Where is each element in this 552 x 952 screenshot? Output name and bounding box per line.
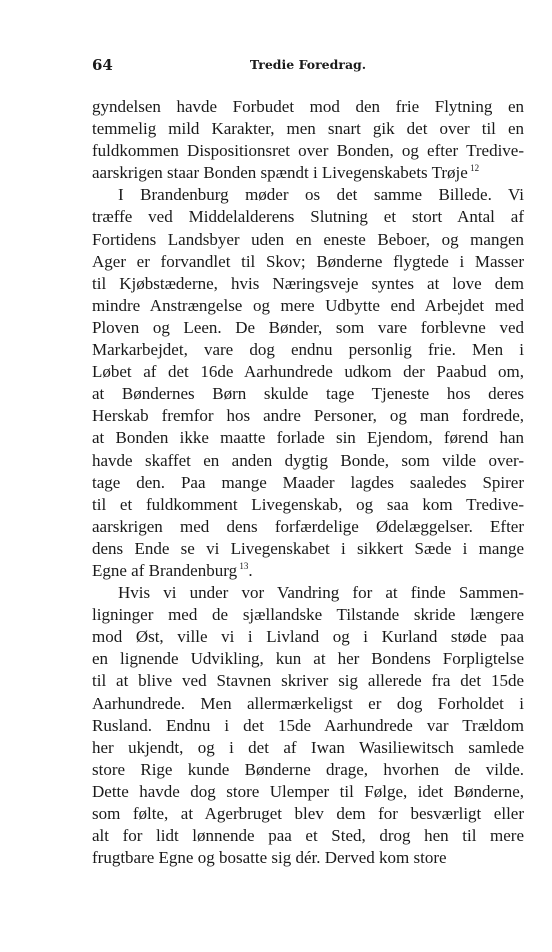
text-line-content: til et fuldkomment Livegenskab, og saa kom Tredive- bbox=[92, 494, 524, 514]
text-line-content: aarskrigen staar Bonden spændt i Livegenskabets Trøje bbox=[92, 163, 468, 183]
text-line-content: temmelig mild Karakter, men snart gik det over til en bbox=[92, 119, 524, 139]
text-line bbox=[92, 140, 524, 162]
footnote-marker: 13 bbox=[237, 560, 249, 571]
text-line bbox=[92, 273, 524, 295]
text-line bbox=[92, 560, 524, 582]
text-line-content: ligninger med de sjællandske Tilstande skride længere bbox=[92, 605, 524, 625]
text-line bbox=[92, 229, 524, 251]
text-line bbox=[92, 670, 524, 692]
text-line-content: træffe ved Middelalderens Slutning et stort Antal af bbox=[92, 207, 524, 227]
text-line-content: Ager er forvandlet til Skov; Bønderne flygtede i Masser bbox=[92, 251, 524, 271]
running-title: Tredie Foredrag. bbox=[249, 57, 367, 72]
text-line-content: Herskab fremfor hos andre Personer, og man fordrede, bbox=[92, 406, 524, 426]
text-line-content: tage den. Paa mange Maader lagdes saaledes Spirer bbox=[92, 472, 524, 492]
text-line-content: Hvis vi under vor Vandring for at finde Sammen- bbox=[118, 583, 524, 603]
text-line bbox=[92, 450, 524, 472]
text-line bbox=[92, 405, 524, 427]
text-line bbox=[92, 604, 524, 626]
body-text bbox=[92, 96, 524, 869]
text-line bbox=[92, 317, 524, 339]
text-line-content: som følte, at Agerbruget blev dem for besværligt eller bbox=[92, 804, 524, 823]
footnote-marker: 12 bbox=[467, 163, 480, 174]
text-line-content: Egne af Brandenburg bbox=[92, 560, 238, 580]
text-line-content: Aarhundrede. Men allermærkeligst er dog Forholdet i bbox=[92, 693, 524, 713]
text-line bbox=[92, 494, 524, 516]
text-line bbox=[92, 516, 524, 538]
text-line-content: mindre Anstrængelse og mere Udbytte end Arbejdet med bbox=[92, 295, 524, 315]
text-line bbox=[92, 118, 524, 140]
text-line-content: frugtbare Egne og bosatte sig dér. Derved kom store bbox=[92, 848, 447, 868]
running-head bbox=[92, 56, 524, 80]
text-line bbox=[92, 759, 524, 781]
text-line-content: en lignende Udvikling, kun at her Bondens Forpligtelse bbox=[92, 649, 524, 669]
text-line bbox=[92, 538, 524, 560]
text-line-content: Løbet af det 16de Aarhundrede udkom der Paabud om, bbox=[92, 362, 524, 382]
text-line bbox=[92, 737, 524, 759]
text-line-content: havde skaffet en anden dygtig Bonde, som vilde over- bbox=[92, 450, 524, 470]
text-line-content: Ploven og Leen. De Bønder, som vare forblevne ved bbox=[92, 317, 524, 337]
text-line-content: mod Øst, ville vi i Livland og i Kurland støde paa bbox=[92, 627, 524, 647]
text-line bbox=[92, 427, 524, 449]
text-line-content: fuldkommen Dispositionsret over Bonden, og efter Tredive- bbox=[92, 141, 524, 161]
text-line bbox=[92, 96, 524, 118]
text-line bbox=[92, 803, 524, 825]
text-line bbox=[92, 361, 524, 383]
text-line bbox=[92, 251, 524, 273]
text-line bbox=[92, 781, 524, 803]
text-line bbox=[92, 825, 524, 847]
text-line-content: til at blive ved Stavnen skriver sig allerede fra det 15de bbox=[92, 671, 524, 691]
text-line bbox=[92, 383, 524, 405]
text-line-content: dens Ende se vi Livegenskabet i sikkert Sæde i mange bbox=[92, 538, 524, 558]
text-line-content: Dette havde dog store Ulemper til Følge, idet Bønderne, bbox=[92, 781, 524, 801]
text-line bbox=[92, 184, 524, 206]
text-line-content: alt for lidt lønnende paa et Sted, drog hen til mere bbox=[92, 826, 524, 846]
text-line bbox=[92, 339, 524, 361]
line-suffix: . bbox=[248, 560, 253, 580]
text-line bbox=[92, 693, 524, 715]
text-line-content: at Bonden ikke maatte forlade sin Ejendom, førend han bbox=[92, 428, 524, 448]
text-line-content: aarskrigen med dens forfærdelige Ødelæggelser. Efter bbox=[92, 516, 524, 536]
text-line bbox=[92, 472, 524, 494]
text-line-content: her ukjendt, og i det af Iwan Wasiliewitsch samlede bbox=[92, 737, 524, 757]
book-page bbox=[92, 56, 524, 869]
text-line-content: gyndelsen havde Forbudet mod den frie Flytning en bbox=[92, 97, 524, 116]
text-line-content: I Brandenburg møder os det samme Billede. Vi bbox=[118, 185, 524, 205]
text-line bbox=[92, 626, 524, 648]
text-line bbox=[92, 715, 524, 737]
text-line bbox=[92, 582, 524, 604]
text-line-content: at Bøndernes Børn skulde tage Tjeneste hos deres bbox=[92, 384, 524, 404]
text-line bbox=[92, 648, 524, 670]
text-line bbox=[92, 847, 524, 869]
text-line bbox=[92, 295, 524, 317]
text-line-content: Markarbejdet, vare dog endnu personlig frie. Men i bbox=[92, 340, 524, 360]
text-line-content: store Rige kunde Bønderne drage, hvorhen de vilde. bbox=[92, 759, 524, 779]
text-line bbox=[92, 162, 524, 184]
text-line bbox=[92, 206, 524, 228]
text-line-content: Fortidens Landsbyer uden en eneste Beboer, og mangen bbox=[92, 229, 524, 249]
text-line-content: Rusland. Endnu i det 15de Aarhundrede var Trældom bbox=[92, 715, 524, 735]
text-line-content: til Kjøbstæderne, hvis Næringsveje syntes at love dem bbox=[92, 273, 524, 293]
page-number: 64 bbox=[92, 56, 113, 74]
